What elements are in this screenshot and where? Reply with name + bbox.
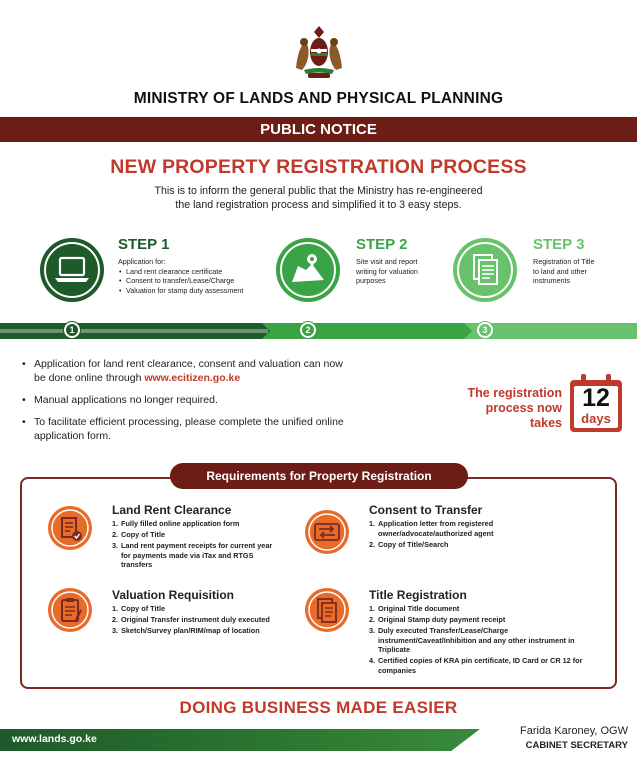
bullet-online-line-2: be done online through bbox=[34, 372, 145, 384]
land-rent-title: Land Rent Clearance bbox=[112, 503, 232, 517]
step-3-badge: 3 bbox=[477, 322, 493, 338]
valuation-list bbox=[112, 604, 282, 637]
ecitizen-link[interactable]: www.ecitizen.go.ke bbox=[144, 372, 241, 384]
step-2-line-2: writing for valuation bbox=[356, 266, 418, 276]
public-notice-banner: PUBLIC NOTICE bbox=[0, 117, 637, 142]
signatory-title: CABINET SECRETARY bbox=[525, 740, 628, 751]
list-item: 2. Original Stamp duty payment receipt bbox=[369, 615, 506, 624]
step-1-item: • Valuation for stamp duty assessment bbox=[118, 286, 268, 296]
title-document-icon bbox=[305, 588, 349, 632]
intro-text bbox=[110, 184, 527, 212]
bullet-online bbox=[22, 357, 402, 385]
step-2-badge: 2 bbox=[300, 322, 316, 338]
bullet-unified-form bbox=[22, 415, 402, 443]
registration-time-text bbox=[442, 386, 562, 431]
list-item: 1. Application letter from registered owner/advocate/authorized agent bbox=[369, 519, 494, 538]
list-item: 1. Copy of Title bbox=[112, 604, 166, 613]
step-1-icon-circle bbox=[40, 238, 104, 302]
map-pin-icon bbox=[276, 238, 340, 302]
list-item: 2. Original Transfer instrument duly executed bbox=[112, 615, 270, 624]
consent-icon bbox=[305, 510, 349, 554]
page-title: NEW PROPERTY REGISTRATION PROCESS bbox=[110, 156, 527, 178]
list-item: 4. Certified copies of KRA pin certificate, ID Card or CR 12 for companies bbox=[369, 656, 583, 675]
consent-list bbox=[369, 519, 509, 551]
bullet-form-line-2: application form. bbox=[34, 430, 112, 442]
valuation-icon bbox=[48, 588, 92, 632]
bullet-online-line-1: • Application for land rent clearance, consent and valuation can now bbox=[34, 358, 343, 370]
list-item: 3. Sketch/Survey plan/RIM/map of location bbox=[112, 626, 260, 635]
reg-line-2: process now bbox=[485, 401, 562, 415]
step-2-title: STEP 2 bbox=[356, 236, 408, 253]
calendar-icon bbox=[568, 372, 624, 434]
intro-line-1: This is to inform the general public that the Ministry has re-engineered bbox=[154, 185, 483, 197]
step-2-line-1: Site visit and report bbox=[356, 257, 418, 266]
step-1-badge: 1 bbox=[64, 322, 80, 338]
step-3-title: STEP 3 bbox=[533, 236, 585, 253]
list-item: 1. Original Title document bbox=[369, 604, 460, 613]
valuation-title: Valuation Requisition bbox=[112, 588, 235, 602]
list-item: 2. Copy of Title/Search bbox=[369, 539, 449, 549]
bullet-form-line-1: • To facilitate efficient processing, please complete the unified online bbox=[34, 416, 344, 428]
reg-line-3: takes bbox=[530, 416, 562, 430]
process-track bbox=[0, 318, 637, 346]
step-2-line-3: purposes bbox=[356, 276, 386, 286]
documents-icon bbox=[453, 238, 517, 302]
days-unit: days bbox=[581, 411, 611, 426]
coat-of-arms-icon bbox=[288, 22, 350, 80]
info-bullets bbox=[22, 357, 402, 451]
title-registration-icon bbox=[305, 588, 349, 632]
clipboard-icon bbox=[48, 588, 92, 632]
step-3-line-2: to land and other bbox=[533, 266, 587, 276]
reg-line-1: The registration bbox=[467, 386, 562, 400]
slogan: DOING BUSINESS MADE EASIER bbox=[179, 698, 458, 717]
land-rent-list bbox=[112, 519, 282, 571]
intro-line-2: the land registration process and simplified it to 3 easy steps. bbox=[175, 199, 462, 211]
step-3-line-1: Registration of Title bbox=[533, 257, 595, 266]
bullet-manual: • Manual applications no longer required. bbox=[22, 393, 402, 407]
step-3-line-3: instruments bbox=[533, 276, 571, 286]
track-segment-2 bbox=[262, 323, 478, 339]
days-number: 12 bbox=[582, 384, 610, 412]
list-item: 3. Duly executed Transfer/Lease/Charge instrument/Caveat/Inhibition and any other instrument in Triplicate bbox=[369, 626, 575, 654]
step-1-intro: Application for: bbox=[118, 257, 166, 266]
ministry-title: MINISTRY OF LANDS AND PHYSICAL PLANNING bbox=[133, 90, 504, 107]
step-1-item: • Land rent clearance certificate bbox=[118, 267, 268, 277]
transfer-arrows-icon bbox=[305, 510, 349, 554]
step-1-title: STEP 1 bbox=[118, 236, 170, 253]
signatory-name: Farida Karoney, OGW bbox=[520, 725, 628, 737]
laptop-icon bbox=[40, 238, 104, 302]
step-1-item: • Consent to transfer/Lease/Charge bbox=[118, 276, 268, 286]
land-rent-icon bbox=[48, 506, 92, 550]
consent-title: Consent to Transfer bbox=[369, 503, 483, 517]
step-3-description bbox=[533, 257, 628, 286]
step-2-icon-circle bbox=[276, 238, 340, 302]
step-3-icon-circle bbox=[453, 238, 517, 302]
step-1-description bbox=[118, 257, 268, 295]
title-registration-title: Title Registration bbox=[369, 588, 467, 602]
website-link[interactable]: www.lands.go.ke bbox=[12, 733, 97, 745]
list-item: 1. Fully filled online application form bbox=[112, 519, 240, 528]
form-icon bbox=[48, 506, 92, 550]
requirements-heading: Requirements for Property Registration bbox=[170, 463, 468, 489]
list-item: 2. Copy of Title bbox=[112, 530, 166, 539]
step-2-description bbox=[356, 257, 451, 286]
title-registration-list bbox=[369, 604, 607, 677]
list-item: 3. Land rent payment receipts for current year for payments made via iTax and RTGS transfers bbox=[112, 541, 273, 569]
